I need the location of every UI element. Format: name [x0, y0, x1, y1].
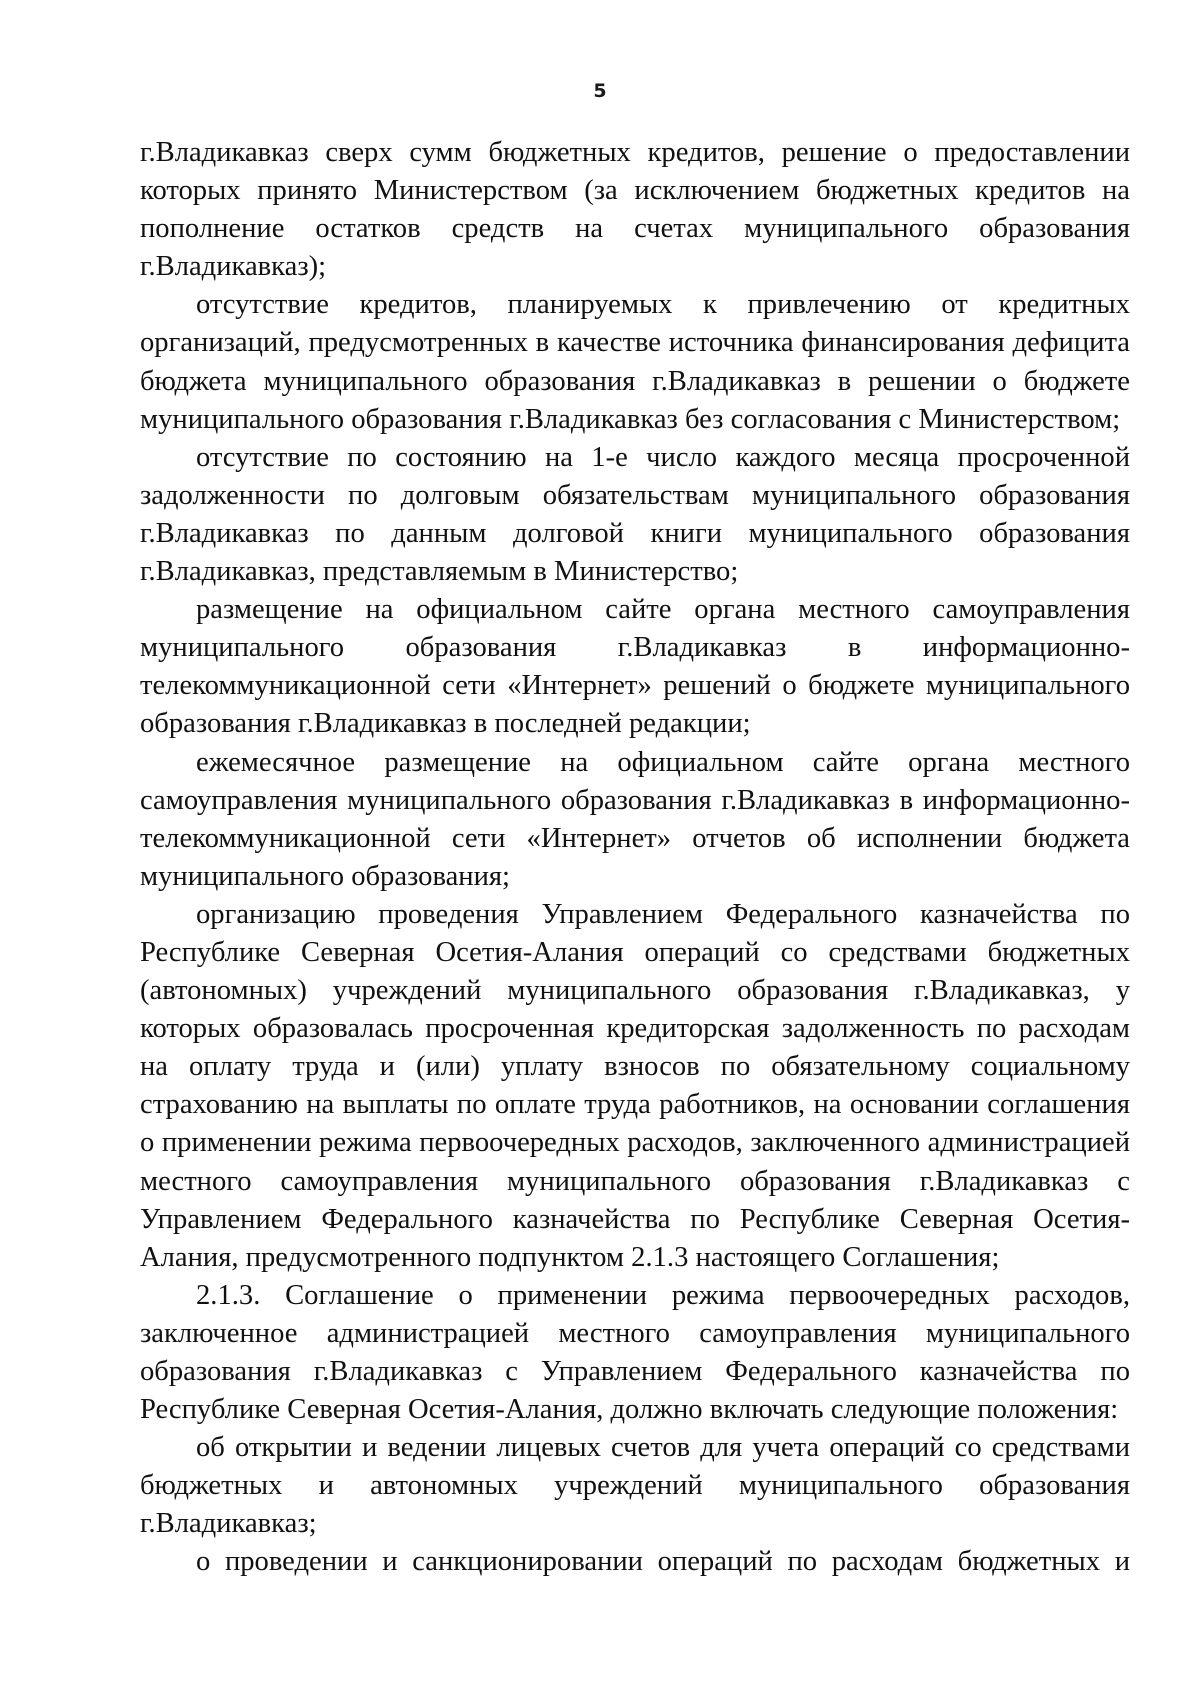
paragraph-no-overdue-debt: отсутствие по состоянию на 1-е число каждого месяца просроченной задолженности по долговым обязательствам муниципального образования г.Владикавказ по данным долговой книги муниципального образования г.Владикавказ, представляемым в Министерство;: [140, 441, 1130, 588]
paragraph-treasury-operations: организацию проведения Управлением Федерального казначейства по Республике Северная Осетия-Алания операций со средствами бюджетных (автономных) учреждений муниципального образования г.Владикавказ, у которых образовалась просроченная кредиторская задолженность по расходам на оплату труда и (или) уплату взносов по обязательному социальному страхованию на выплаты по оплате труда работников, на основании соглашения о применении режима первоочередных расходов, заключенного администрацией местного самоуправления муниципального образования г.Владикавказ с Управлением Федерального казначейства по Республике Северная Осетия-Алания, предусмотренного подпунктом 2.1.3 настоящего Соглашения;: [140, 898, 1130, 1273]
page-number: 5: [593, 80, 607, 102]
paragraph-no-credit-borrowing: отсутствие кредитов, планируемых к привлечению от кредитных организаций, предусмотренных в качестве источника финансирования дефицита бюджета муниципального образования г.Владикавказ в решении о бюджете муниципального образования г.Владикавказ без согласования с Министерством;: [140, 289, 1130, 435]
paragraph-section-2-1-3: 2.1.3. Соглашение о применении режима первоочередных расходов, заключенное администрацией местного самоуправления муниципального образования г.Владикавказ с Управлением Федерального казначейства по Республике Северная Осетия-Алания, должно включать следующие положения:: [140, 1279, 1130, 1426]
document-body: [140, 134, 1130, 1582]
paragraph-monthly-reports: ежемесячное размещение на официальном сайте органа местного самоуправления муниципального образования г.Владикавказ в информационно-телекоммуникационной сети «Интернет» отчетов об исполнении бюджета муниципального образования;: [140, 746, 1130, 892]
paragraph-continuation: г.Владикавказ сверх сумм бюджетных кредитов, решение о предоставлении которых принято Министерством (за исключением бюджетных кредитов на пополнение остатков средств на счетах муниципального образования г.Владикавказ);: [140, 137, 1130, 283]
paragraph-personal-accounts: об открытии и ведении лицевых счетов для учета операций со средствами бюджетных и автономных учреждений муниципального образования г.Владикавказ;: [140, 1432, 1130, 1540]
paragraph-publish-budget-decisions: размещение на официальном сайте органа местного самоуправления муниципального образования г.Владикавказ в информационно-телекоммуникационной сети «Интернет» решений о бюджете муниципального образования г.Владикавказ в последней редакции;: [140, 594, 1130, 740]
paragraph-operations-sanctioning: о проведении и санкционировании операций по расходам бюджетных и: [196, 1546, 1130, 1578]
